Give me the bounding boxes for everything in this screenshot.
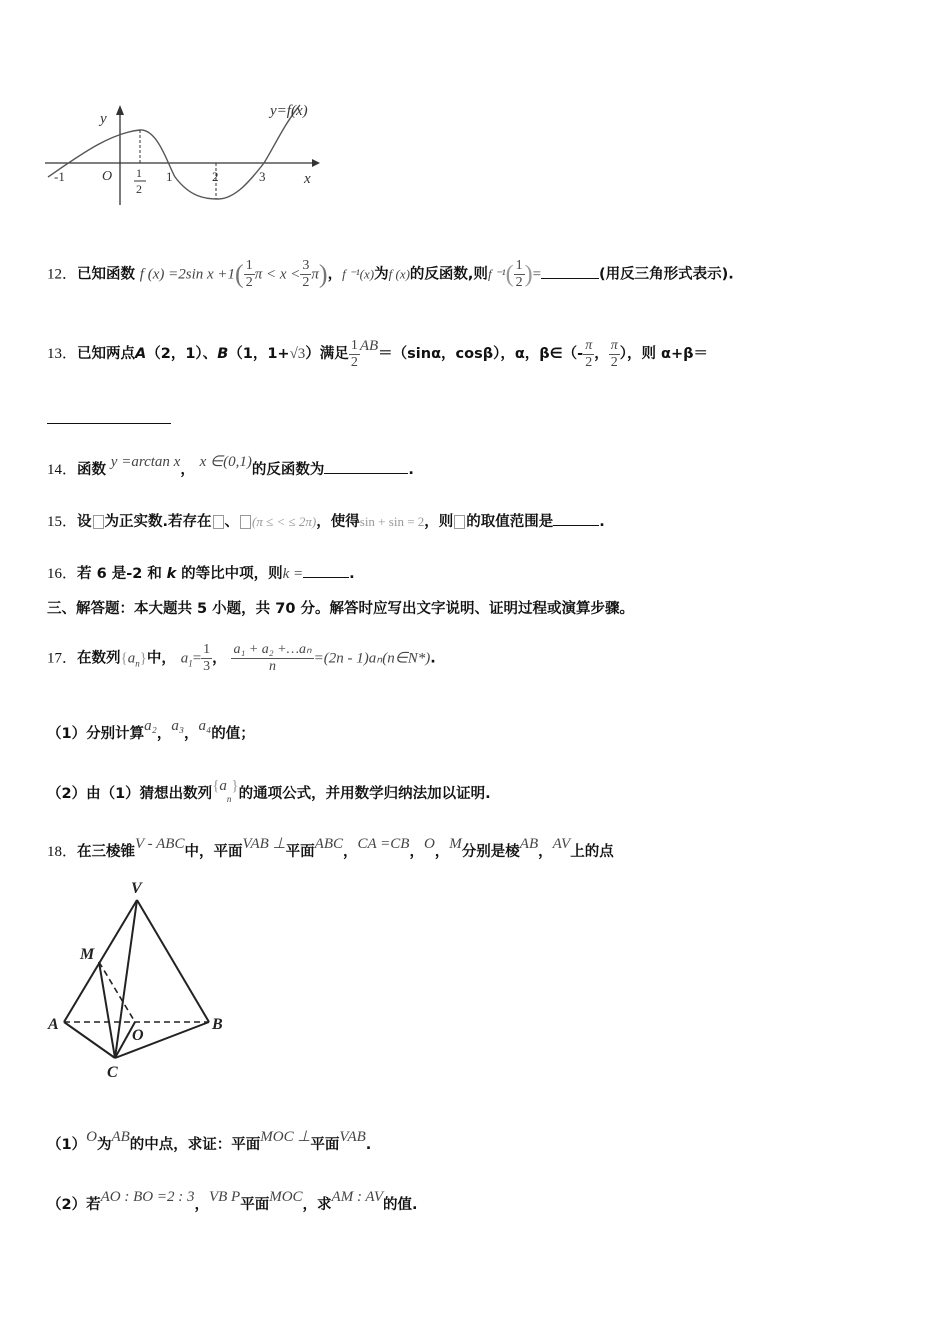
tick-2: 2 [212,169,219,184]
answer-blank-13[interactable] [47,423,171,424]
label-o: O [132,1027,144,1044]
question-18-part-1: （1）O为AB的中点，求证：平面MOC ⊥平面VAB. [47,1129,372,1153]
question-17-part-1: （1）分别计算a₂，a₃，a₄的值； [47,718,255,742]
edge-ac [64,1022,115,1058]
label-v: V [131,880,142,897]
label-b: B [212,1016,223,1033]
label-c: C [107,1064,118,1081]
edge-vb [137,900,209,1022]
label-m: M [80,946,95,963]
origin-label: O [102,169,113,184]
question-17-part-2: （2）由（1）猜想出数列$\{a_n\}$的通项公式，并用数学归纳法加以证明. [47,778,491,804]
question-15: 15．设 为正实数.若存在 、 (π ≤ < ≤ 2π)，使得sin + sin = 2，则 的取值范围是 . [47,511,605,532]
answer-blank-14[interactable] [324,459,408,474]
question-13: 13．已知两点A（2，1）、B（1，1+√3）满足 $\frac{1}{2}$ AB＝（sinα，cosβ），α，β∈（- $\frac{\pi}{2}$ ， $\frac{\pi}{2}$ ），则 α+β＝ [47,337,709,370]
x-label: x [304,171,311,187]
y-label: y [100,111,107,127]
section-header: 三、解答题：本大题共 5 小题，共 70 分。解答时应写出文字说明、证明过程或演算步骤。 [47,601,634,617]
question-18-part-2: （2）若AO : BO =2 : 3，VB P平面MOC，求AM : AV的值. [47,1189,418,1213]
answer-blank-16[interactable] [303,563,349,578]
curve [48,105,300,199]
tick-half-den: 2 [136,182,142,196]
answer-blank-12[interactable] [541,264,599,279]
pyramid-figure [42,875,242,1085]
question-12: 12．已知函数 f (x) =2sin x +1( $\frac{1}{2}$ π < x < $\frac{3}{2}$ π)，f ⁻¹(x)为f (x)的反函数,则f ⁻¹( $\frac{1}{2}$ )= (用反三角形式表示). [47,258,734,290]
function-graph [40,95,340,210]
tick-1: 1 [166,169,173,184]
edge-va [64,900,137,1022]
x-axis-arrow [312,159,320,167]
question-17: 17．在数列$\{a_n\}$中， $a_1=$ $\frac{1}{3}$ ， $\frac{\text{a₁ + a₂ +…aₙ}}{n}$ =(2n - 1)aₙ(n∈N*). [47,642,436,674]
y-axis-arrow [116,105,124,115]
answer-blank-15[interactable] [553,511,599,526]
edge-bc [115,1022,209,1058]
question-14: 14．函数 y =arctan x， x ∈(0,1)的反函数为 . [47,454,414,478]
question-18: 18．在三棱锥V - ABC中，平面VAB ⊥平面ABC，CA =CB，O，M分别是棱AB，AV上的点 [47,836,614,860]
tick-3: 3 [259,169,266,184]
label-a: A [48,1016,59,1033]
seg-mc [99,962,115,1058]
fn-label: y=f(x) [270,103,308,119]
question-16: 16．若 6 是-2 和 k 的等比中项，则k = . [47,563,355,584]
tick-half-num: 1 [136,166,142,180]
tick-neg1: -1 [54,169,65,184]
